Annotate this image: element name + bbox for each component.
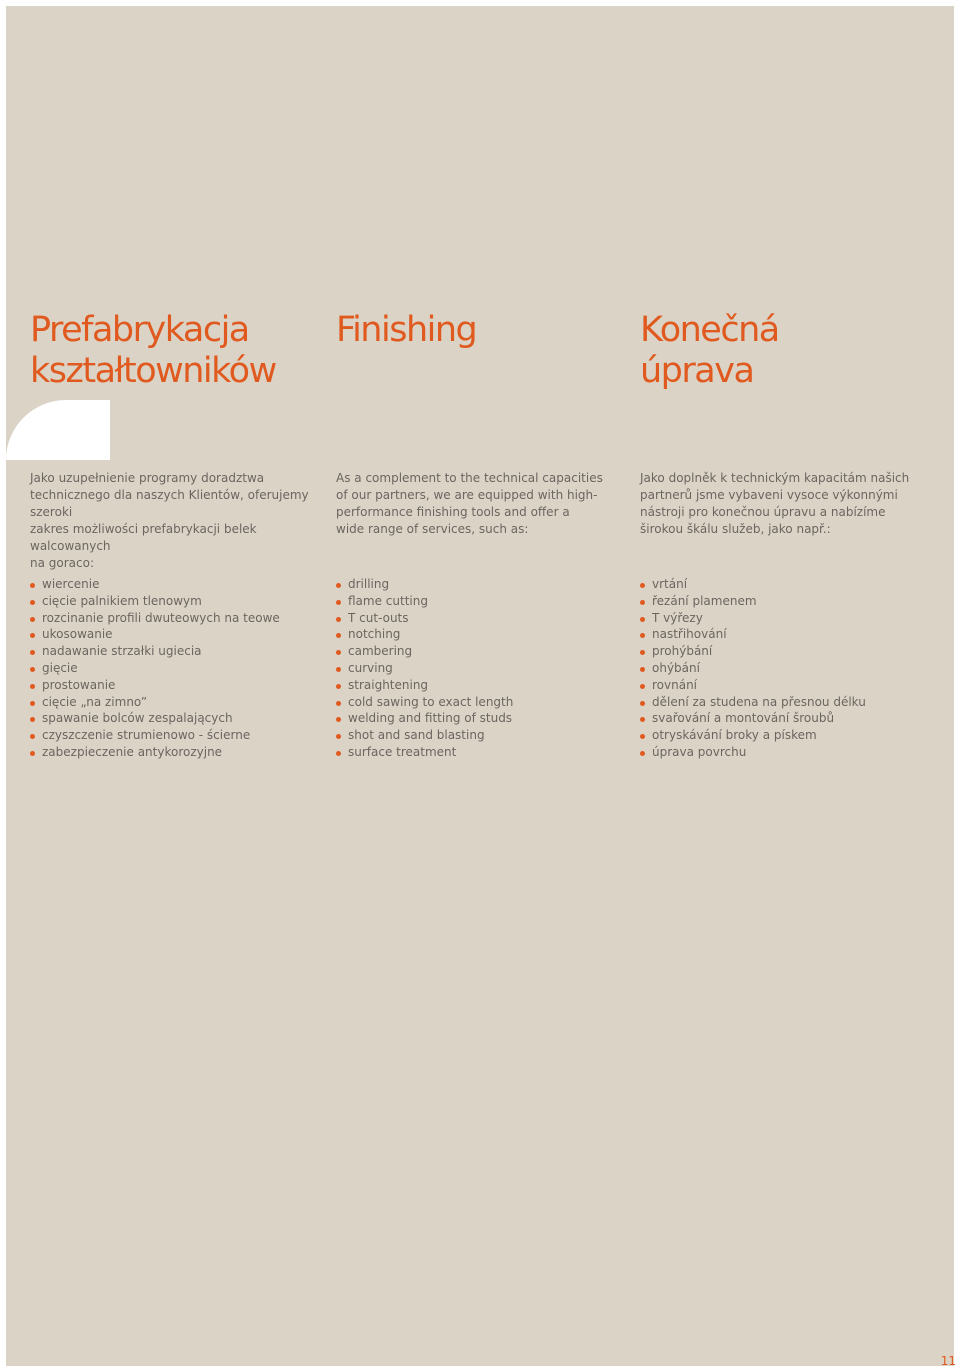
bullet-icon: [30, 667, 35, 672]
list-item: ohýbání: [640, 660, 930, 677]
intro-english: As a complement to the technical capacities of our partners, we are equipped with high- performance finishing tools and offer a wide range of services, such as:: [336, 471, 603, 536]
bullet-icon: [336, 650, 341, 655]
list-item: prostowanie: [30, 677, 320, 694]
list-item: rovnání: [640, 677, 930, 694]
list-item: úprava povrchu: [640, 744, 930, 761]
list-item: welding and fitting of studs: [336, 710, 626, 727]
bullet-icon: [30, 701, 35, 706]
bullet-icon: [640, 684, 645, 689]
list-item: notching: [336, 626, 626, 643]
bullet-icon: [30, 633, 35, 638]
bullet-icon: [30, 717, 35, 722]
list-item: straightening: [336, 677, 626, 694]
list-item: řezání plamenem: [640, 593, 930, 610]
list-item: flame cutting: [336, 593, 626, 610]
list-item: wiercenie: [30, 576, 320, 593]
column-czech: [640, 310, 930, 761]
list-item: zabezpieczenie antykorozyjne: [30, 744, 320, 761]
list-item: T výřezy: [640, 610, 930, 627]
bullet-icon: [30, 583, 35, 588]
bullet-icon: [640, 734, 645, 739]
bullet-icon: [640, 717, 645, 722]
list-item: shot and sand blasting: [336, 727, 626, 744]
heading-czech: Konečná úprava: [640, 310, 779, 391]
services-list-czech: [640, 576, 930, 761]
bullet-icon: [336, 617, 341, 622]
list-item: svařování a montování šroubů: [640, 710, 930, 727]
list-item: gięcie: [30, 660, 320, 677]
list-item: cięcie „na zimno”: [30, 694, 320, 711]
list-item: prohýbání: [640, 643, 930, 660]
list-item: curving: [336, 660, 626, 677]
intro-polish: Jako uzupełnienie programy doradztwa technicznego dla naszych Klientów, oferujemy szeroki zakres możliwości prefabrykacji belek walcowanych na goraco:: [30, 471, 309, 570]
services-list-english: [336, 576, 626, 761]
list-item: dělení za studena na přesnou délku: [640, 694, 930, 711]
bullet-icon: [336, 633, 341, 638]
bullet-icon: [336, 717, 341, 722]
list-item: rozcinanie profili dwuteowych na teowe: [30, 610, 320, 627]
intro-czech: Jako doplněk k technickým kapacitám našich partnerů jsme vybaveni vysoce výkonnými nástroji pro konečnou úpravu a nabízíme širokou škálu služeb, jako např.:: [640, 471, 910, 536]
column-english: [336, 310, 626, 761]
bullet-icon: [640, 583, 645, 588]
bullet-icon: [336, 734, 341, 739]
bullet-icon: [640, 633, 645, 638]
bullet-icon: [336, 701, 341, 706]
list-item: vrtání: [640, 576, 930, 593]
list-item: nastřihování: [640, 626, 930, 643]
bullet-icon: [640, 667, 645, 672]
bullet-icon: [30, 751, 35, 756]
services-list-polish: [30, 576, 320, 761]
list-item: otryskávání broky a pískem: [640, 727, 930, 744]
bullet-icon: [30, 650, 35, 655]
heading-english: Finishing: [336, 310, 477, 350]
bullet-icon: [30, 684, 35, 689]
bullet-icon: [640, 751, 645, 756]
list-item: spawanie bolców zespalających: [30, 710, 320, 727]
list-item: drilling: [336, 576, 626, 593]
bullet-icon: [640, 650, 645, 655]
heading-polish: Prefabrykacja kształtowników: [30, 310, 276, 391]
bullet-icon: [640, 617, 645, 622]
bullet-icon: [30, 734, 35, 739]
list-item: ukosowanie: [30, 626, 320, 643]
bullet-icon: [336, 667, 341, 672]
list-item: czyszczenie strumienowo - ścierne: [30, 727, 320, 744]
bullet-icon: [336, 684, 341, 689]
list-item: surface treatment: [336, 744, 626, 761]
list-item: cambering: [336, 643, 626, 660]
page-number: 11: [940, 1354, 956, 1368]
list-item: T cut-outs: [336, 610, 626, 627]
list-item: cięcie palnikiem tlenowym: [30, 593, 320, 610]
list-item: nadawanie strzałki ugiecia: [30, 643, 320, 660]
bullet-icon: [336, 583, 341, 588]
bullet-icon: [30, 600, 35, 605]
bullet-icon: [30, 617, 35, 622]
bullet-icon: [640, 600, 645, 605]
bullet-icon: [640, 701, 645, 706]
bullet-icon: [336, 600, 341, 605]
column-polish: [30, 310, 320, 761]
bullet-icon: [336, 751, 341, 756]
list-item: cold sawing to exact length: [336, 694, 626, 711]
